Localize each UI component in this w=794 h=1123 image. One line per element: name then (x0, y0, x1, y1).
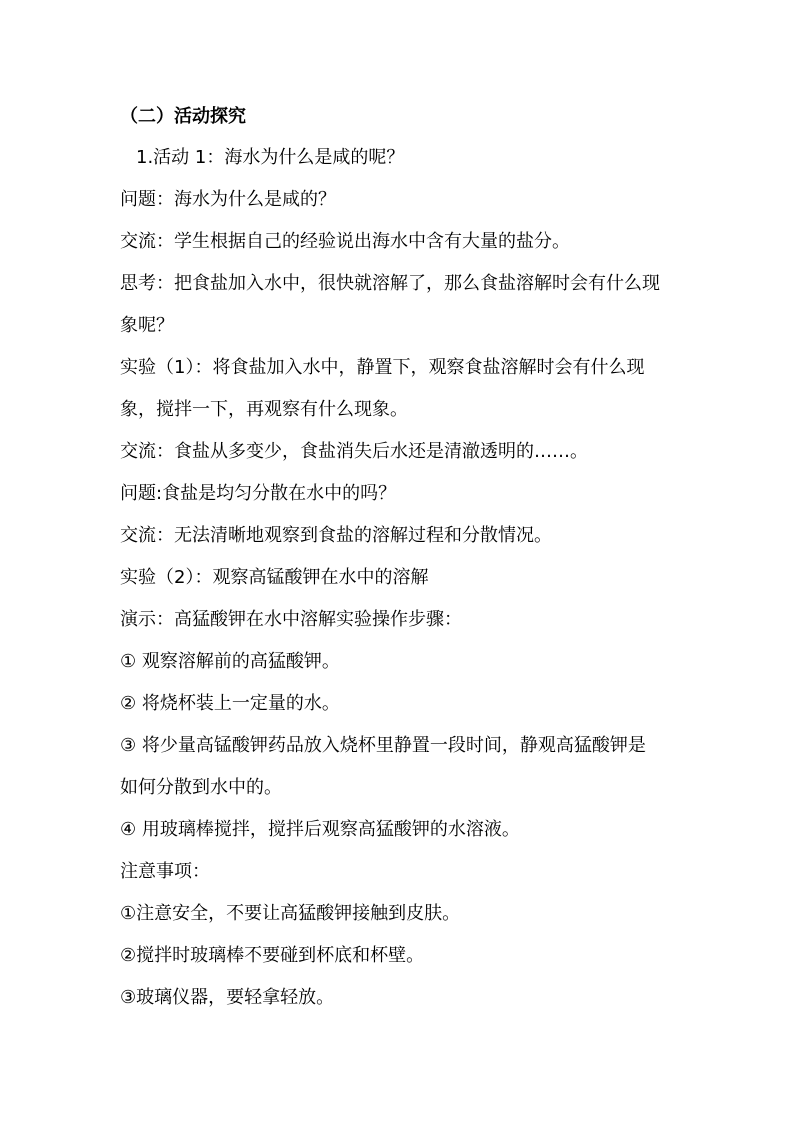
note-item: ①注意安全，不要让高猛酸钾接触到皮肤。 (120, 903, 461, 924)
paragraph-line: 象，搅拌一下，再观察有什么现象。 (120, 399, 408, 420)
paragraph-line: 实验（2）：观察高锰酸钾在水中的溶解 (120, 567, 429, 588)
step-item: ③ 将少量高锰酸钾药品放入烧杯里静置一段时间，静观高猛酸钾是 (120, 735, 646, 756)
step-item: ④ 用玻璃棒搅拌，搅拌后观察高猛酸钾的水溶液。 (120, 819, 520, 840)
section-heading: （二）活动探究 (120, 106, 246, 127)
paragraph-line: 问题：海水为什么是咸的？ (120, 189, 336, 210)
paragraph-line: 思考：把食盐加入水中，很快就溶解了，那么食盐溶解时会有什么现 (120, 273, 660, 294)
notes-heading: 注意事项： (120, 861, 210, 882)
note-item: ②搅拌时玻璃棒不要碰到杯底和杯壁。 (120, 945, 425, 966)
note-item: ③玻璃仪器，要轻拿轻放。 (120, 987, 335, 1008)
paragraph-line: 演示：高猛酸钾在水中溶解实验操作步骤： (120, 609, 462, 630)
paragraph-line: 实验（1）：将食盐加入水中，静置下，观察食盐溶解时会有什么现 (120, 357, 645, 378)
paragraph-line: 问题:食盐是均匀分散在水中的吗？ (120, 483, 397, 504)
step-item: ① 观察溶解前的高猛酸钾。 (120, 651, 340, 672)
paragraph-line: 交流：学生根据自己的经验说出海水中含有大量的盐分。 (120, 231, 570, 252)
activity-title: 1.活动 1：海水为什么是咸的呢？ (136, 147, 405, 168)
paragraph-line: 交流：无法清晰地观察到食盐的溶解过程和分散情况。 (120, 525, 552, 546)
paragraph-line: 象呢？ (120, 315, 174, 336)
paragraph-line: 交流：食盐从多变少，食盐消失后水还是清澈透明的……。 (120, 441, 588, 462)
step-item-continuation: 如何分散到水中的。 (120, 777, 282, 798)
step-item: ② 将烧杯装上一定量的水。 (120, 693, 340, 714)
